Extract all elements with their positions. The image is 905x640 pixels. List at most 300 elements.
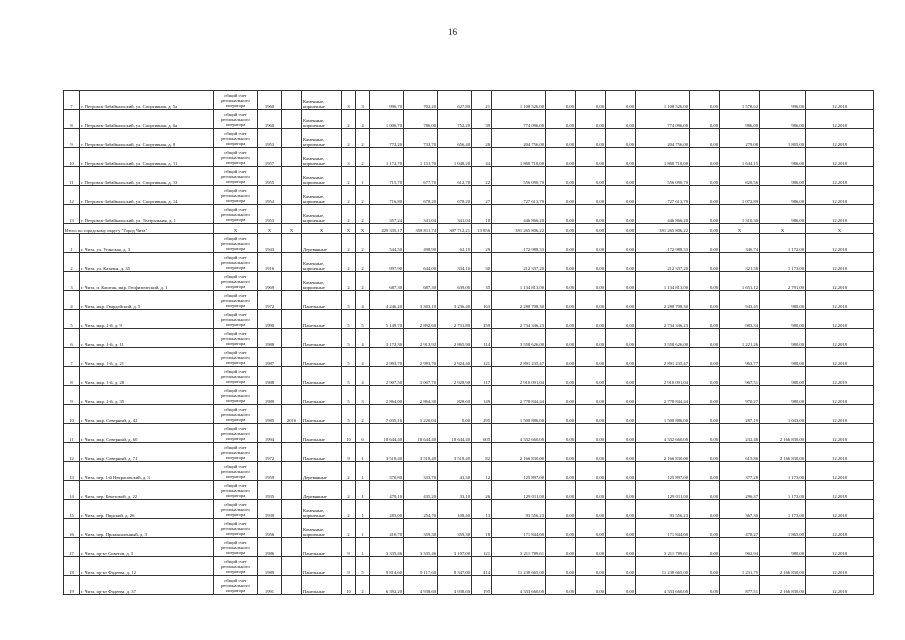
completion-date-cell: 12.2018: [806, 576, 874, 595]
address-cell: г. Чита, пер. Бекетовой, д. 22: [80, 481, 214, 500]
payment-method-cell: общий счет регионального оператора: [214, 329, 258, 348]
cost-fund-cell: 0,00: [546, 329, 576, 348]
area-living-cell: 333,70: [404, 462, 438, 481]
year-built-cell: 1988: [258, 367, 282, 386]
total-unit-limit: X: [760, 224, 806, 234]
cost-owners-cell: 1 500 886,00: [636, 405, 690, 424]
row-number-cell: 2: [64, 253, 80, 272]
cost-owners-cell: 4 332 660,00: [636, 424, 690, 443]
cost-local-cell: 0,00: [606, 291, 636, 310]
cost-owners-cell: 3 558 626,00: [636, 329, 690, 348]
area-total-cell: 7 035,16: [370, 405, 404, 424]
row-number-cell: 7: [64, 91, 80, 110]
table-row: [64, 481, 874, 500]
area-living-cell: 2 892,60: [404, 310, 438, 329]
cost-total-cell: 2 910 091,04: [492, 367, 546, 386]
year-built-cell: 1935: [258, 481, 282, 500]
cost-owners-cell: 2 891 235,47: [636, 348, 690, 367]
year-commissioned-cell: [282, 91, 302, 110]
cost-total-cell: 1 108 526,00: [492, 91, 546, 110]
area-private-cell: 2 924,40: [438, 348, 472, 367]
area-total-cell: 6 392,20: [370, 576, 404, 595]
year-built-cell: 1989: [258, 557, 282, 576]
row-number-cell: 1: [64, 234, 80, 253]
cost-budget-cell: 0,00: [576, 519, 606, 538]
unit-cost-limit-cell: 1 043,00: [760, 405, 806, 424]
unit-cost-limit-cell: 2 791,00: [760, 272, 806, 291]
cost-other-cell: 0,00: [690, 519, 720, 538]
address-cell: г. Чита, мкр. 1-й, д. 11: [80, 329, 214, 348]
table-row: [64, 148, 874, 167]
area-private-cell: 752,20: [438, 110, 472, 129]
cost-fund-cell: 0,00: [546, 310, 576, 329]
residents-count-cell: 121: [472, 538, 492, 557]
area-total-cell: 4 246,20: [370, 291, 404, 310]
total-label: Итого по городскому округу "Город Чита": [64, 224, 214, 234]
residents-count-cell: 30: [472, 253, 492, 272]
area-private-cell: 4 938,60: [438, 576, 472, 595]
total-cost-other: 0,00: [690, 224, 720, 234]
unit-cost-limit-cell: 980,00: [760, 310, 806, 329]
payment-method-cell: общий счет регионального оператора: [214, 576, 258, 595]
cost-other-cell: 0,00: [690, 424, 720, 443]
unit-cost-limit-cell: 980,00: [760, 367, 806, 386]
cost-total-cell: 212 337,20: [492, 253, 546, 272]
payment-method-cell: общий счет регионального оператора: [214, 234, 258, 253]
entrance-count-cell: 1: [356, 538, 370, 557]
cost-owners-cell: 2 166 830,00: [636, 443, 690, 462]
area-living-cell: 1 131,70: [404, 148, 438, 167]
area-living-cell: 2 864,30: [404, 386, 438, 405]
wall-material-cell: Панельные: [302, 557, 342, 576]
residents-count-cell: 26: [472, 481, 492, 500]
cost-budget-cell: 0,00: [576, 91, 606, 110]
cost-budget-cell: 0,00: [576, 367, 606, 386]
cost-other-cell: 0,00: [690, 367, 720, 386]
completion-date-cell: 12.2018: [806, 557, 874, 576]
area-private-cell: 18 644,40: [438, 424, 472, 443]
cost-total-cell: 1 134 813,00: [492, 272, 546, 291]
area-private-cell: 334,10: [438, 253, 472, 272]
cost-local-cell: 0,00: [606, 148, 636, 167]
total-area-total: 429 335,17: [370, 224, 404, 234]
residents-count-cell: 39: [472, 110, 492, 129]
area-total-cell: 3 518,40: [370, 443, 404, 462]
cost-budget-cell: 0,00: [576, 148, 606, 167]
cost-owners-cell: 11 230 665,00: [636, 557, 690, 576]
table-row: [64, 576, 874, 595]
wall-material-cell: Каменные, кирпичные: [302, 205, 342, 224]
unit-cost-limit-cell: 980,00: [760, 329, 806, 348]
cost-total-cell: 4 333 660,00: [492, 576, 546, 595]
residents-count-cell: 82: [472, 443, 492, 462]
residents-count-cell: 605: [472, 424, 492, 443]
wall-material-cell: Панельные: [302, 291, 342, 310]
cost-fund-cell: 0,00: [546, 481, 576, 500]
table-row: [64, 253, 874, 272]
unit-cost-limit-cell: 2 166 830,00: [760, 424, 806, 443]
table-row: [64, 205, 874, 224]
table-row: [64, 110, 874, 129]
address-cell: г. Чита, пр-кт Фадеева, д. 37: [80, 576, 214, 595]
residents-count-cell: 13: [472, 500, 492, 519]
area-private-cell: 2 928,90: [438, 367, 472, 386]
table-row: [64, 91, 874, 110]
cost-total-cell: 125 897,00: [492, 462, 546, 481]
completion-date-cell: 12.2018: [806, 148, 874, 167]
address-cell: г. Чита, ул. Уганская, д. 3: [80, 234, 214, 253]
cost-other-cell: 0,00: [690, 348, 720, 367]
cost-other-cell: 0,00: [690, 110, 720, 129]
area-total-cell: 2 993,70: [370, 348, 404, 367]
row-number-cell: 5: [64, 310, 80, 329]
completion-date-cell: 12.2018: [806, 519, 874, 538]
unit-cost-limit-cell: 2 166 830,00: [760, 576, 806, 595]
area-total-cell: 357,24: [370, 205, 404, 224]
payment-method-cell: общий счет регионального оператора: [214, 367, 258, 386]
floor-count-cell: 2: [342, 272, 356, 291]
unit-cost-cell: 615,86: [720, 443, 760, 462]
unit-cost-limit-cell: 1 173,00: [760, 481, 806, 500]
table-row: [64, 310, 874, 329]
payment-method-cell: общий счет регионального оператора: [214, 424, 258, 443]
cost-budget-cell: 0,00: [576, 538, 606, 557]
wall-material-cell: Деревянные: [302, 234, 342, 253]
year-built-cell: 1985: [258, 405, 282, 424]
cost-local-cell: 0,00: [606, 234, 636, 253]
cost-budget-cell: 0,00: [576, 167, 606, 186]
cost-total-cell: 171 844,00: [492, 519, 546, 538]
total-row: [64, 224, 874, 234]
year-commissioned-cell: [282, 110, 302, 129]
unit-cost-limit-cell: 986,00: [760, 110, 806, 129]
total-x: X: [356, 224, 370, 234]
area-living-cell: 733,70: [404, 129, 438, 148]
cost-budget-cell: 0,00: [576, 186, 606, 205]
cost-fund-cell: 0,00: [546, 576, 576, 595]
table-row: [64, 367, 874, 386]
row-number-cell: 8: [64, 367, 80, 386]
cost-total-cell: 204 756,00: [492, 129, 546, 148]
row-number-cell: 3: [64, 272, 80, 291]
cost-budget-cell: 0,00: [576, 405, 606, 424]
address-cell: г. Чита, мкр. 1-й, д. 21: [80, 348, 214, 367]
year-commissioned-cell: [282, 148, 302, 167]
entrance-count-cell: 1: [356, 462, 370, 481]
unit-cost-cell: 478,27: [720, 519, 760, 538]
year-commissioned-cell: [282, 129, 302, 148]
unit-cost-limit-cell: 980,00: [760, 386, 806, 405]
address-cell: г. Чита, мкр. 1-й, д. 9: [80, 310, 214, 329]
floor-count-cell: 2: [342, 500, 356, 519]
unit-cost-cell: 963,77: [720, 348, 760, 367]
total-cost-owners: 391 265 806,22: [636, 224, 690, 234]
row-number-cell: 15: [64, 500, 80, 519]
residents-count-cell: 12: [472, 462, 492, 481]
unit-cost-cell: 1 221,26: [720, 329, 760, 348]
cost-owners-cell: 172 988,33: [636, 234, 690, 253]
cost-fund-cell: 0,00: [546, 253, 576, 272]
unit-cost-cell: 1 310,30: [720, 205, 760, 224]
area-private-cell: 3 236,40: [438, 291, 472, 310]
address-cell: г. Чита, пер. 1-й Некрасовский, д. 3: [80, 462, 214, 481]
cost-total-cell: 3 558 626,00: [492, 329, 546, 348]
area-private-cell: 828,60: [438, 386, 472, 405]
floor-count-cell: 2: [342, 481, 356, 500]
area-living-cell: 435,20: [404, 481, 438, 500]
address-cell: г. Чита, пр-кт Фадеева, д. 12: [80, 557, 214, 576]
address-cell: г. Петровск-Забайкальский, ул. Спортивная, д. 14: [80, 186, 214, 205]
entrance-count-cell: 1: [356, 481, 370, 500]
floor-count-cell: 2: [342, 167, 356, 186]
row-number-cell: 16: [64, 519, 80, 538]
payment-method-cell: общий счет регионального оператора: [214, 167, 258, 186]
cost-other-cell: 0,00: [690, 272, 720, 291]
entrance-count-cell: 1: [356, 167, 370, 186]
wall-material-cell: Панельные: [302, 348, 342, 367]
year-built-cell: 1959: [258, 462, 282, 481]
table-row: [64, 386, 874, 405]
residents-count-cell: 27: [472, 186, 492, 205]
payment-method-cell: общий счет регионального оператора: [214, 291, 258, 310]
table-row: [64, 348, 874, 367]
cost-total-cell: 2 778 844,44: [492, 386, 546, 405]
address-cell: г. Чита, мкр. Северный, д. 71: [80, 443, 214, 462]
row-number-cell: 14: [64, 481, 80, 500]
address-cell: г. Чита, мкр. Северный, д. 60: [80, 424, 214, 443]
total-area-private: 307 712,21: [438, 224, 472, 234]
unit-cost-limit-cell: 2 166 830,00: [760, 443, 806, 462]
cost-fund-cell: 0,00: [546, 443, 576, 462]
cost-owners-cell: 774 096,00: [636, 110, 690, 129]
table-row: [64, 557, 874, 576]
area-living-cell: 3 518,40: [404, 443, 438, 462]
area-total-cell: 3 172,30: [370, 329, 404, 348]
cost-total-cell: 3 211 789,61: [492, 538, 546, 557]
unit-cost-cell: 877,51: [720, 576, 760, 595]
cost-local-cell: 0,00: [606, 348, 636, 367]
area-living-cell: 359,30: [404, 519, 438, 538]
year-commissioned-cell: [282, 519, 302, 538]
payment-method-cell: общий счет регионального оператора: [214, 148, 258, 167]
cost-owners-cell: 556 090,70: [636, 167, 690, 186]
residents-count-cell: 159: [472, 310, 492, 329]
area-living-cell: 9 117,60: [404, 557, 438, 576]
residents-count-cell: 35: [472, 272, 492, 291]
area-private-cell: 8 347,00: [438, 557, 472, 576]
cost-owners-cell: 125 897,00: [636, 462, 690, 481]
area-private-cell: 639,00: [438, 272, 472, 291]
unit-cost-cell: 967,51: [720, 367, 760, 386]
cost-other-cell: 0,00: [690, 167, 720, 186]
cost-fund-cell: 0,00: [546, 557, 576, 576]
cost-local-cell: 0,00: [606, 129, 636, 148]
payment-method-cell: общий счет регионального оператора: [214, 481, 258, 500]
cost-fund-cell: 0,00: [546, 91, 576, 110]
cost-other-cell: 0,00: [690, 310, 720, 329]
area-private-cell: 612,70: [438, 167, 472, 186]
wall-material-cell: Каменные, кирпичные: [302, 167, 342, 186]
cost-other-cell: 0,00: [690, 386, 720, 405]
area-private-cell: 3 107,00: [438, 538, 472, 557]
cost-other-cell: 0,00: [690, 253, 720, 272]
floor-count-cell: 2: [342, 186, 356, 205]
residents-count-cell: 18: [472, 519, 492, 538]
completion-date-cell: 12.2018: [806, 272, 874, 291]
cost-fund-cell: 0,00: [546, 367, 576, 386]
payment-method-cell: общий счет регионального оператора: [214, 186, 258, 205]
total-residents: 13 856: [472, 224, 492, 234]
entrance-count-cell: 4: [356, 329, 370, 348]
residents-count-cell: 114: [472, 329, 492, 348]
unit-cost-limit-cell: 1 173,00: [760, 462, 806, 481]
entrance-count-cell: 4: [356, 367, 370, 386]
area-living-cell: 687,30: [404, 272, 438, 291]
year-built-cell: 1956: [258, 519, 282, 538]
address-cell: г. Петровск-Забайкальский, ул. Спортивная, д. 11: [80, 148, 214, 167]
year-commissioned-cell: [282, 272, 302, 291]
area-total-cell: 715,70: [370, 167, 404, 186]
unit-cost-cell: 232,48: [720, 424, 760, 443]
floor-count-cell: 2: [342, 253, 356, 272]
floor-count-cell: 2: [342, 129, 356, 148]
cost-fund-cell: 0,00: [546, 538, 576, 557]
year-commissioned-cell: [282, 424, 302, 443]
address-cell: г. Чита, мкр. 1-й, д. 28: [80, 367, 214, 386]
year-built-cell: 1957: [258, 148, 282, 167]
unit-cost-cell: 970,27: [720, 386, 760, 405]
year-commissioned-cell: [282, 386, 302, 405]
unit-cost-cell: 377,28: [720, 462, 760, 481]
row-number-cell: 10: [64, 148, 80, 167]
unit-cost-limit-cell: 996,00: [760, 91, 806, 110]
residents-count-cell: 117: [472, 367, 492, 386]
unit-cost-cell: 346,74: [720, 234, 760, 253]
cost-local-cell: 0,00: [606, 310, 636, 329]
completion-date-cell: 12.2018: [806, 462, 874, 481]
row-number-cell: 18: [64, 557, 80, 576]
cost-local-cell: 0,00: [606, 167, 636, 186]
unit-cost-cell: 296,37: [720, 481, 760, 500]
residents-count-cell: 121: [472, 348, 492, 367]
row-number-cell: 13: [64, 205, 80, 224]
row-number-cell: 12: [64, 186, 80, 205]
document-sheet: [63, 90, 873, 595]
area-living-cell: 18 644,40: [404, 424, 438, 443]
unit-cost-limit-cell: 1 172,00: [760, 234, 806, 253]
year-built-cell: 1955: [258, 167, 282, 186]
year-built-cell: 1994: [258, 424, 282, 443]
table-row: [64, 272, 874, 291]
cost-local-cell: 0,00: [606, 481, 636, 500]
area-total-cell: 9 814,60: [370, 557, 404, 576]
payment-method-cell: общий счет регионального оператора: [214, 557, 258, 576]
cost-local-cell: 0,00: [606, 91, 636, 110]
wall-material-cell: Панельные: [302, 405, 342, 424]
wall-material-cell: Каменные, кирпичные: [302, 148, 342, 167]
cost-other-cell: 0,00: [690, 205, 720, 224]
table-row: [64, 329, 874, 348]
address-cell: г. Чита, пер. Промышленный, д. 3: [80, 519, 214, 538]
table-row: [64, 443, 874, 462]
cost-local-cell: 0,00: [606, 519, 636, 538]
entrance-count-cell: 1: [356, 443, 370, 462]
table-row: [64, 462, 874, 481]
table-row: [64, 500, 874, 519]
table-row: [64, 186, 874, 205]
wall-material-cell: Каменные, кирпичные: [302, 253, 342, 272]
completion-date-cell: 12.2018: [806, 186, 874, 205]
unit-cost-cell: 1 578,62: [720, 91, 760, 110]
area-living-cell: 3 303,10: [404, 291, 438, 310]
completion-date-cell: 12.2018: [806, 110, 874, 129]
area-total-cell: 997,90: [370, 253, 404, 272]
cost-owners-cell: 1 134 813,00: [636, 272, 690, 291]
unit-cost-cell: 1 231,75: [720, 557, 760, 576]
residents-count-cell: 163: [472, 291, 492, 310]
year-built-cell: 1987: [258, 348, 282, 367]
cost-owners-cell: 2 734 346,23: [636, 310, 690, 329]
wall-material-cell: Панельные: [302, 424, 342, 443]
payment-method-cell: общий счет регионального оператора: [214, 205, 258, 224]
cost-budget-cell: 0,00: [576, 443, 606, 462]
row-number-cell: 10: [64, 405, 80, 424]
entrance-count-cell: 2: [356, 405, 370, 424]
payment-method-cell: общий счет регионального оператора: [214, 538, 258, 557]
area-total-cell: 18 644,40: [370, 424, 404, 443]
cost-local-cell: 0,00: [606, 110, 636, 129]
wall-material-cell: Каменные, кирпичные: [302, 500, 342, 519]
area-living-cell: 3 007,70: [404, 367, 438, 386]
cost-budget-cell: 0,00: [576, 500, 606, 519]
area-living-cell: 341,04: [404, 205, 438, 224]
year-commissioned-cell: [282, 538, 302, 557]
entrance-count-cell: 4: [356, 291, 370, 310]
area-total-cell: 5 149,70: [370, 310, 404, 329]
unit-cost-cell: 1 644,15: [720, 148, 760, 167]
payment-method-cell: общий счет регионального оператора: [214, 91, 258, 110]
cost-other-cell: 0,00: [690, 329, 720, 348]
floor-count-cell: 10: [342, 424, 356, 443]
cost-fund-cell: 0,00: [546, 129, 576, 148]
unit-cost-cell: 1 072,89: [720, 186, 760, 205]
cost-fund-cell: 0,00: [546, 519, 576, 538]
row-number-cell: 17: [64, 538, 80, 557]
cost-budget-cell: 0,00: [576, 291, 606, 310]
row-number-cell: 9: [64, 129, 80, 148]
address-cell: г. Петровск-Забайкальский, ул. Спортивная, д. 8: [80, 129, 214, 148]
year-commissioned-cell: [282, 481, 302, 500]
table-row: [64, 129, 874, 148]
cost-budget-cell: 0,00: [576, 576, 606, 595]
cost-owners-cell: 93 556,23: [636, 500, 690, 519]
cost-other-cell: 0,00: [690, 129, 720, 148]
area-private-cell: 656,40: [438, 129, 472, 148]
cost-local-cell: 0,00: [606, 557, 636, 576]
row-number-cell: 4: [64, 291, 80, 310]
cost-local-cell: 0,00: [606, 405, 636, 424]
completion-date-cell: 12.2018: [806, 291, 874, 310]
cost-fund-cell: 0,00: [546, 110, 576, 129]
cost-local-cell: 0,00: [606, 424, 636, 443]
payment-method-cell: общий счет регионального оператора: [214, 462, 258, 481]
area-private-cell: 1 048,20: [438, 148, 472, 167]
year-built-cell: 1953: [258, 205, 282, 224]
total-completion-date: X: [806, 224, 874, 234]
entrance-count-cell: 6: [356, 424, 370, 443]
total-cost-budget: 0,00: [576, 224, 606, 234]
address-cell: г. Чита, п. Каштак, мкр. Геофизический, д. 1: [80, 272, 214, 291]
